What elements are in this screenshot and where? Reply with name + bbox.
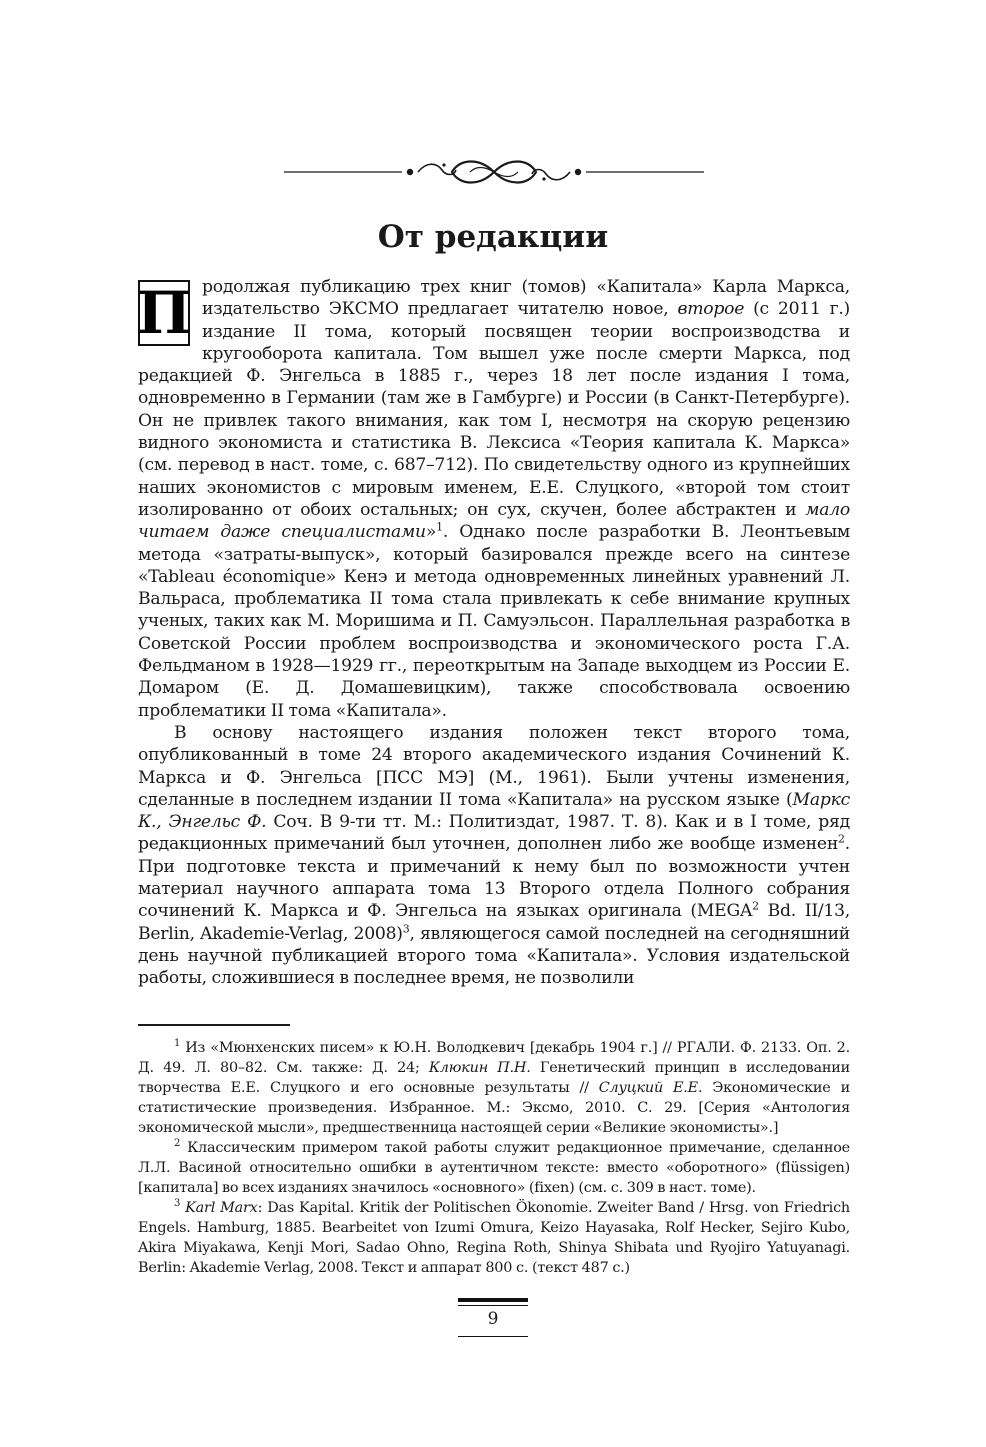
- italic-run: мало читаем даже специалистами: [138, 499, 850, 543]
- footnote-ref-3[interactable]: 3: [402, 921, 410, 935]
- footnote-number: 2: [174, 1138, 181, 1150]
- text-run: : Das Kapital. Kritik der Politischen Ökonomie. Zweiter Band / Hrsg. von Friedrich Engels. Hamburg, 1885. Bearbeitet von Izumi Omura, Keizo Hayasaka, Rolf Hecker, Sejiro Kubo, Akira Miyakawa, Kenji Mori, Sadao Ohno, Regina Roth, Shinya Shibata und Ryojiro Yatuyanagi. Berlin: Akademie Verlag, 2008. Текст и аппарат 800 с. (текст 487 с.): [138, 1200, 850, 1276]
- text-run: В основу настоящего издания положен текст второго тома, опубликованный в томе 24 второго академического издания Сочинений К. Маркса и Ф. Энгельса [ПСС МЭ] (М., 1961). Были учтены изменения, сделанные в последнем издании II тома «Капитала» на русском языке (: [138, 722, 850, 810]
- text-run: Bd. II/13, Berlin, Akademie-Verlag, 2008): [138, 901, 850, 944]
- text-run: Классическим примером такой работы служит редакционное примечание, сделанное Л.Л. Васиной относительно ошибки в аутентичном тексте: вместо «оборотного» (flüssigen) [капитала] во всех изданиях значилось «основного» (fixen) (см. с. 309 в наст. томе).: [138, 1140, 850, 1196]
- italic-run: Маркс К., Энгельс Ф.: [138, 789, 850, 833]
- footnote-ref-2[interactable]: 2: [838, 832, 845, 846]
- text-run: Из «Мюнхенских писем» к Ю.Н. Володкевич [декабрь 1904 г.] // РГАЛИ. Ф. 2133. Оп. 2. Д. 49. Л. 80–82. См. также: Д. 24;: [138, 1040, 850, 1076]
- text-run: . Однако после разработки В. Леонтьевым метода «затраты-выпуск», который базировался прежде всего на синтезе «Tableau économique» Кенэ и метода одновременных линейных уравнений Л. Вальраса, проблематика II тома стала привлекать к себе внимание крупных ученых, таких как М. Моришима и П. Самуэльсон. Параллельная разработка в Советской России проблем воспроизводства и экономического роста Г.А. Фельдманом в 1928—1929 гг., переоткрытым на Западе выходцем из России Е. Домаром (Е. Д. Домашевицким), также способствовала освоению проблематики II тома «Капитала».: [138, 522, 851, 721]
- page-number: 9: [487, 1309, 499, 1329]
- main-text: [138, 276, 850, 990]
- text-run: родолжая публикацию трех книг (томов) «Капитала» Карла Маркса, издательство ЭКСМО предлагает читателю новое,: [202, 277, 850, 320]
- dropcap: П: [136, 279, 192, 347]
- text-run: Экономические и статистические произведения. Избранное. М.: Эксмо, 2010. С. 29. [Серия «Антология экономической мысли», предшественница настоящей серии «Великие экономисты».]: [138, 1080, 850, 1136]
- page-number-rule: [458, 1305, 528, 1306]
- italic-run: второе: [677, 299, 745, 320]
- flourish-divider-icon: [284, 150, 704, 194]
- footnote-1: [138, 1038, 850, 1138]
- italic-run: Клюкин П.Н.: [428, 1060, 531, 1076]
- footnote-2: [138, 1138, 850, 1198]
- superscript: 2: [752, 899, 759, 913]
- page-title: От редакции: [377, 219, 609, 255]
- footnote-ref-1[interactable]: 1: [436, 520, 443, 534]
- page-number-rule: [458, 1336, 528, 1337]
- text-run: Соч. В 9-ти тт. М.: Политиздат, 1987. Т. 8). Как и в I томе, ряд редакционных примечаний был уточнен, дополнен либо же вообще изменен: [138, 812, 850, 855]
- text-run: Генетический принцип в исследовании творчества Е.Е. Слуцкого и его основные результаты //: [138, 1060, 850, 1096]
- footnote-number: 1: [174, 1038, 181, 1050]
- footnote-number: 3: [174, 1198, 181, 1210]
- text-run: (с 2011 г.) издание II тома, который посвящен теории воспроизводства и кругооборота капитала. Том вышел уже после смерти Маркса, под редакцией Ф. Энгельса в 1885 г., через 18 лет после издания I тома, одновременно в Германии (там же в Гамбурге) и России (в Санкт-Петербурге). Он не привлек такого внимания, как том I, несмотря на скорую рецензию видного экономиста и статистика В. Лексиса «Теория капитала К. Маркса» (см. перевод в наст. томе, с. 687–712). По свидетельству одного из крупнейших наших экономистов с мировым именем, Е.Е. Слуцкого, «второй том стоит изолированно от обоих остальных; он сух, скучен, более абстрактен и: [138, 299, 851, 520]
- text-run: , являющегося самой последней на сегодняшний день научной публикацией второго тома «Капитала». Условия издательской работы, сложившиеся в последнее время, не позволили: [138, 923, 850, 989]
- text-run: »: [425, 522, 437, 543]
- text-run: . При подготовке текста и примечаний к нему был по возможности учтен материал научного аппарата тома 13 Второго отдела Полного собрания сочинений К. Маркса и Ф. Энгельса на языках оригинала (MEGA: [138, 834, 850, 922]
- page-number-rule: [458, 1298, 528, 1302]
- paragraph-2: [138, 722, 850, 990]
- italic-run: Слуцкий Е.Е.: [598, 1080, 703, 1096]
- italic-run: Karl Marx: [185, 1200, 258, 1216]
- footnote-3: [138, 1198, 850, 1278]
- footnote-divider: [138, 1024, 290, 1026]
- footnotes: [138, 1038, 850, 1278]
- paragraph-1: [138, 276, 850, 722]
